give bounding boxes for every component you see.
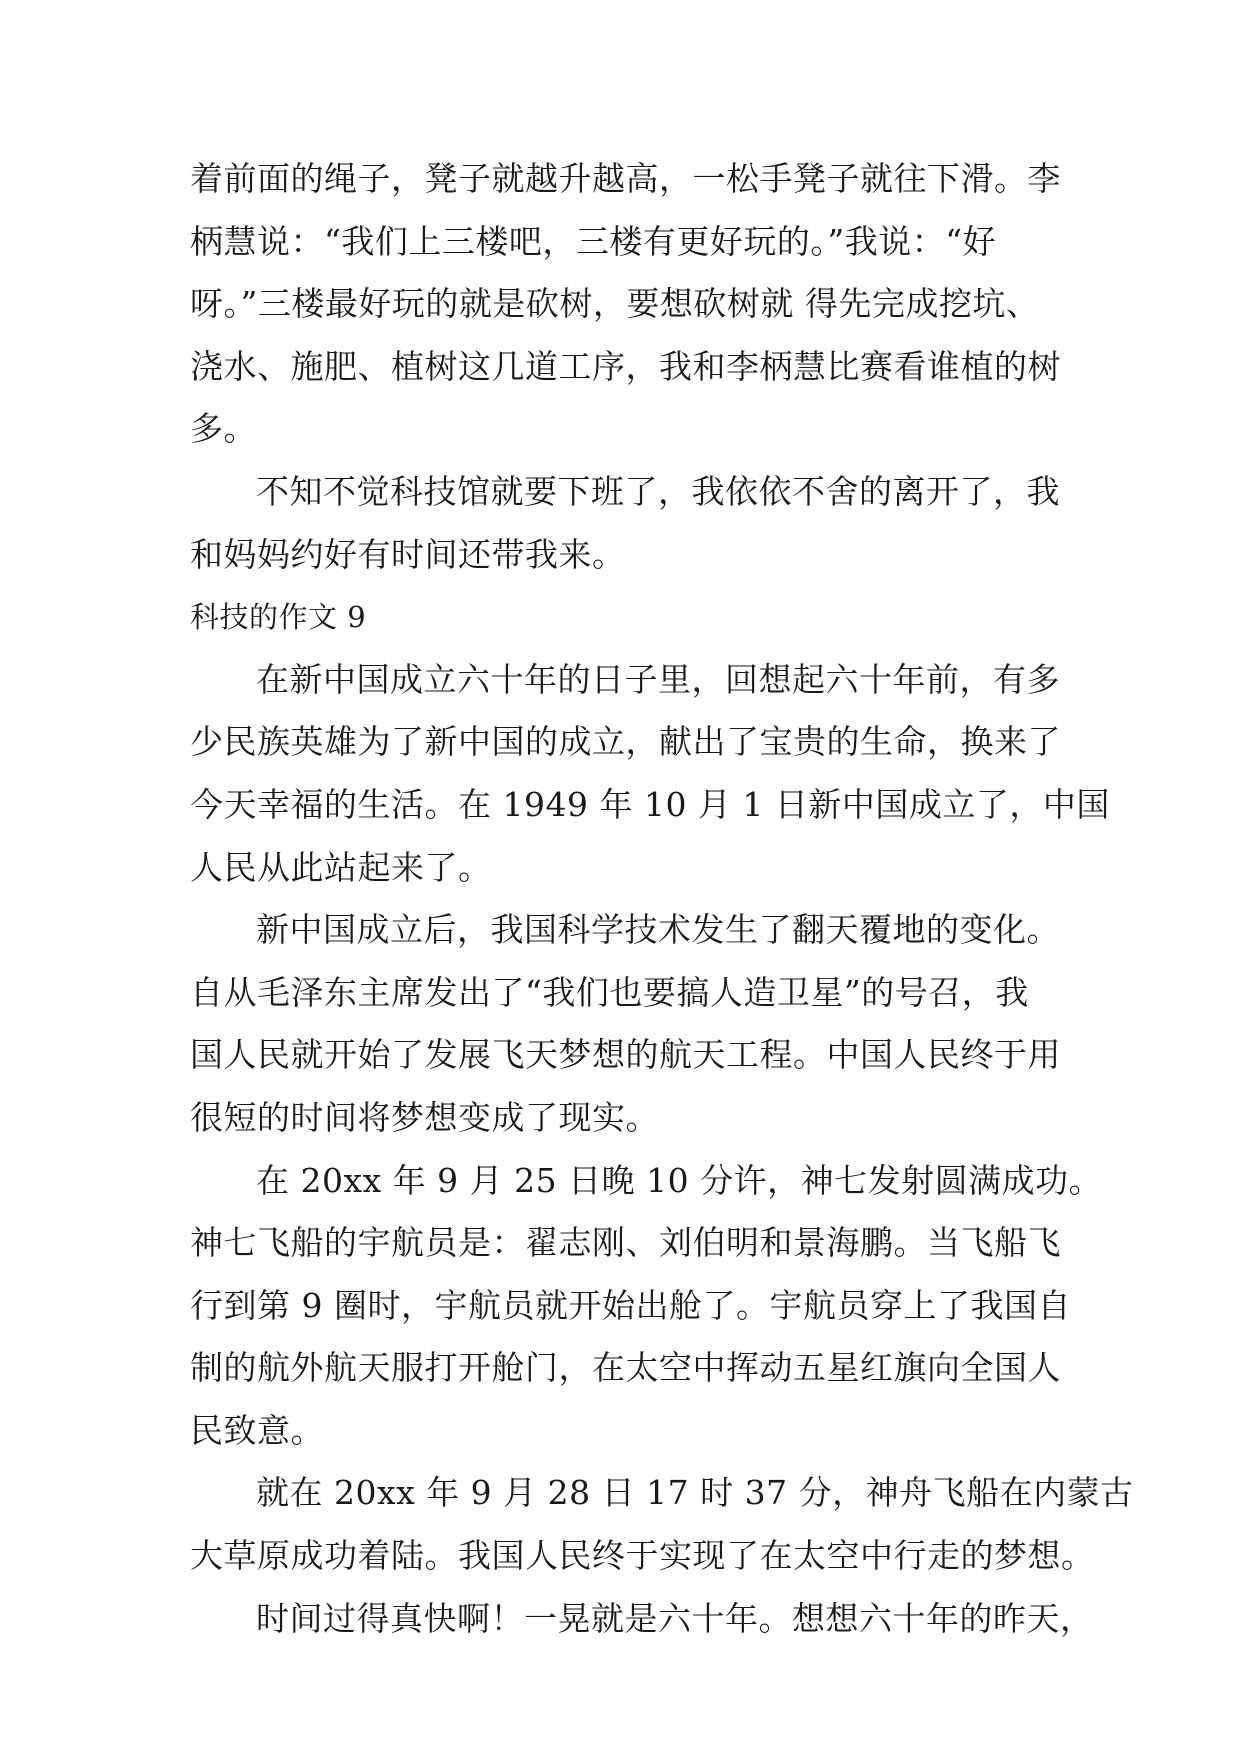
text-line: 国人民就开始了发展飞天梦想的航天工程。中国人民终于用 (190, 1035, 1061, 1075)
text-line: 多。 (190, 409, 257, 449)
text-line: 民致意。 (190, 1410, 324, 1450)
text-line: 浇水、施肥、植树这几道工序，我和李柄慧比赛看谁植的树 (190, 346, 1061, 386)
section-heading: 科技的作文 9 (190, 600, 367, 635)
text-line: 自从毛泽东主席发出了“我们也要搞人造卫星”的号召，我 (190, 972, 1029, 1012)
paragraph-first-line: 在新中国成立六十年的日子里，回想起六十年前，有多 (256, 659, 1060, 699)
text-line: 和妈妈约好有时间还带我来。 (190, 534, 626, 574)
paragraph-first-line: 时间过得真快啊！一晃就是六十年。想想六十年的昨天， (256, 1598, 1094, 1638)
text-line: 柄慧说：“我们上三楼吧，三楼有更好玩的。”我说：“好 (190, 221, 997, 261)
text-line: 神七飞船的宇航员是：翟志刚、刘伯明和景海鹏。当飞船飞 (190, 1223, 1061, 1263)
paragraph-first-line: 在 20xx 年 9 月 25 日晚 10 分许，神七发射圆满成功。 (256, 1160, 1103, 1200)
text-line: 行到第 9 圈时，宇航员就开始出舱了。宇航员穿上了我国自 (190, 1285, 1071, 1325)
paragraph-first-line: 就在 20xx 年 9 月 28 日 17 时 37 分，神舟飞船在内蒙古 (256, 1473, 1134, 1513)
text-line: 大草原成功着陆。我国人民终于实现了在太空中行走的梦想。 (190, 1536, 1095, 1576)
paragraph-first-line: 新中国成立后，我国科学技术发生了翻天覆地的变化。 (256, 910, 1060, 950)
document-body (190, 148, 1134, 1650)
text-line: 今天幸福的生活。在 1949 年 10 月 1 日新中国成立了，中国 (190, 784, 1110, 824)
text-line: 着前面的绳子，凳子就越升越高，一松手凳子就往下滑。李 (190, 159, 1061, 198)
paragraph-first-line: 不知不觉科技馆就要下班了，我依依不舍的离开了，我 (256, 471, 1060, 511)
text-line: 很短的时间将梦想变成了现实。 (190, 1097, 659, 1137)
text-line: 呀。”三楼最好玩的就是砍树，要想砍树就 得先完成挖坑、 (190, 284, 1040, 324)
text-line: 少民族英雄为了新中国的成立，献出了宝贵的生命，换来了 (190, 722, 1061, 762)
text-line: 制的航外航天服打开舱门，在太空中挥动五星红旗向全国人 (190, 1348, 1061, 1388)
text-line: 人民从此站起来了。 (190, 847, 492, 887)
